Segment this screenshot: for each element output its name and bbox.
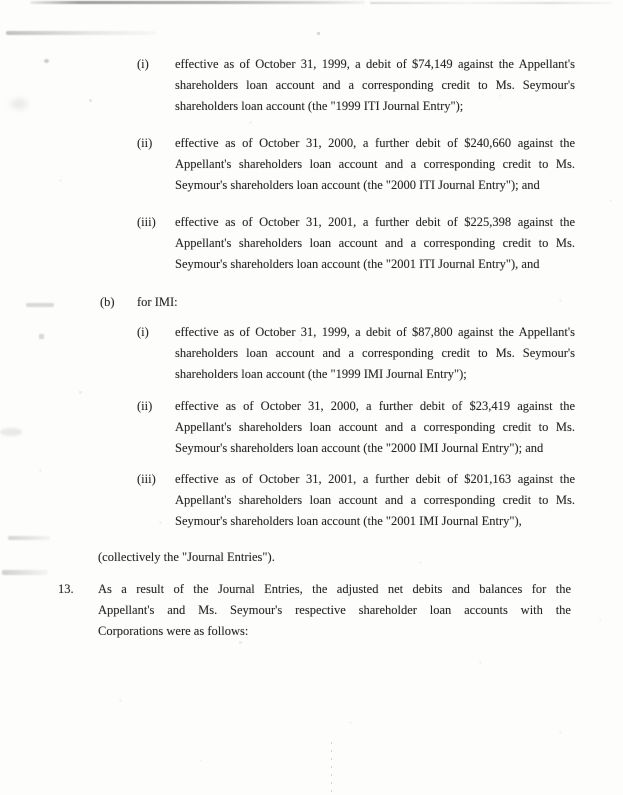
text-line: Corporations were as follows: — [98, 624, 249, 638]
text-line: for IMI: — [137, 295, 178, 309]
text-line: Seymour's shareholders loan account (the "2001 IMI Journal Entry"), — [175, 514, 522, 528]
list-item-a-ii — [137, 133, 623, 196]
list-item-b-iii — [137, 469, 623, 532]
list-item-text — [175, 396, 575, 459]
scan-artifact-top-line — [30, 1, 365, 4]
list-marker: (i) — [137, 325, 149, 339]
text-line: shareholders loan account and a corresponding credit to Ms. Seymour's — [175, 346, 575, 360]
text-line: shareholders loan account and a corresponding credit to Ms. Seymour's — [175, 78, 575, 92]
scan-artifact-dotted-line — [331, 742, 332, 792]
list-marker: (ii) — [137, 399, 153, 413]
text-line: Appellant's shareholders loan account and a corresponding credit to Ms. — [175, 420, 575, 434]
list-item-b-ii — [137, 396, 623, 459]
text-line: Appellant's shareholders loan account and a corresponding credit to Ms. — [175, 157, 575, 171]
list-item-b-i — [137, 322, 623, 385]
paragraph-13 — [58, 579, 623, 642]
scan-artifact-speckles — [0, 0, 1, 1]
list-marker: (ii) — [137, 136, 153, 150]
text-line: effective as of October 31, 1999, a debit of $74,149 against the Appellant's — [175, 57, 575, 71]
collective-definition-line: (collectively the "Journal Entries"). — [98, 550, 275, 564]
text-line: effective as of October 31, 1999, a debit of $87,800 against the Appellant's — [175, 325, 575, 339]
text-line: effective as of October 31, 2000, a further debit of $23,419 against the — [175, 399, 575, 413]
text-line: shareholders loan account (the "1999 IMI Journal Entry"); — [175, 367, 467, 381]
paragraph-text — [98, 579, 571, 642]
list-item-text — [175, 54, 575, 117]
list-marker: (iii) — [137, 215, 156, 229]
paragraph-number: 13. — [58, 582, 74, 596]
list-item-text — [175, 133, 575, 196]
text-line: Appellant's shareholders loan account and a corresponding credit to Ms. — [175, 493, 575, 507]
text-line: effective as of October 31, 2001, a further debit of $201,163 against the — [175, 472, 575, 486]
scan-artifact-smudge — [6, 31, 156, 35]
list-marker: (b) — [100, 295, 115, 309]
list-item-a-i — [137, 54, 623, 117]
document-body — [0, 54, 623, 642]
list-item-text — [175, 322, 575, 385]
list-marker: (i) — [137, 57, 149, 71]
list-item-text — [175, 212, 575, 275]
text-line: effective as of October 31, 2000, a further debit of $240,660 against the — [175, 136, 575, 150]
list-marker: (iii) — [137, 472, 156, 486]
text-line: shareholders loan account (the "1999 ITI Journal Entry"); — [175, 99, 464, 113]
list-item-a-iii — [137, 212, 623, 275]
text-line: effective as of October 31, 2001, a further debit of $225,398 against the — [175, 215, 575, 229]
text-line: Appellant's shareholders loan account and a corresponding credit to Ms. — [175, 236, 575, 250]
list-item-text — [175, 469, 575, 532]
scan-artifact-top-line-2 — [370, 2, 613, 4]
text-line: Seymour's shareholders loan account (the "2000 ITI Journal Entry"); and — [175, 178, 540, 192]
text-line: Seymour's shareholders loan account (the "2001 ITI Journal Entry"), and — [175, 257, 540, 271]
text-line: As a result of the Journal Entries, the adjusted net debits and balances for the — [98, 582, 571, 596]
list-item-b — [100, 292, 623, 313]
text-line: Seymour's shareholders loan account (the "2000 IMI Journal Entry"); and — [175, 441, 544, 455]
text-line: Appellant's and Ms. Seymour's respective shareholder loan accounts with the — [98, 603, 571, 617]
